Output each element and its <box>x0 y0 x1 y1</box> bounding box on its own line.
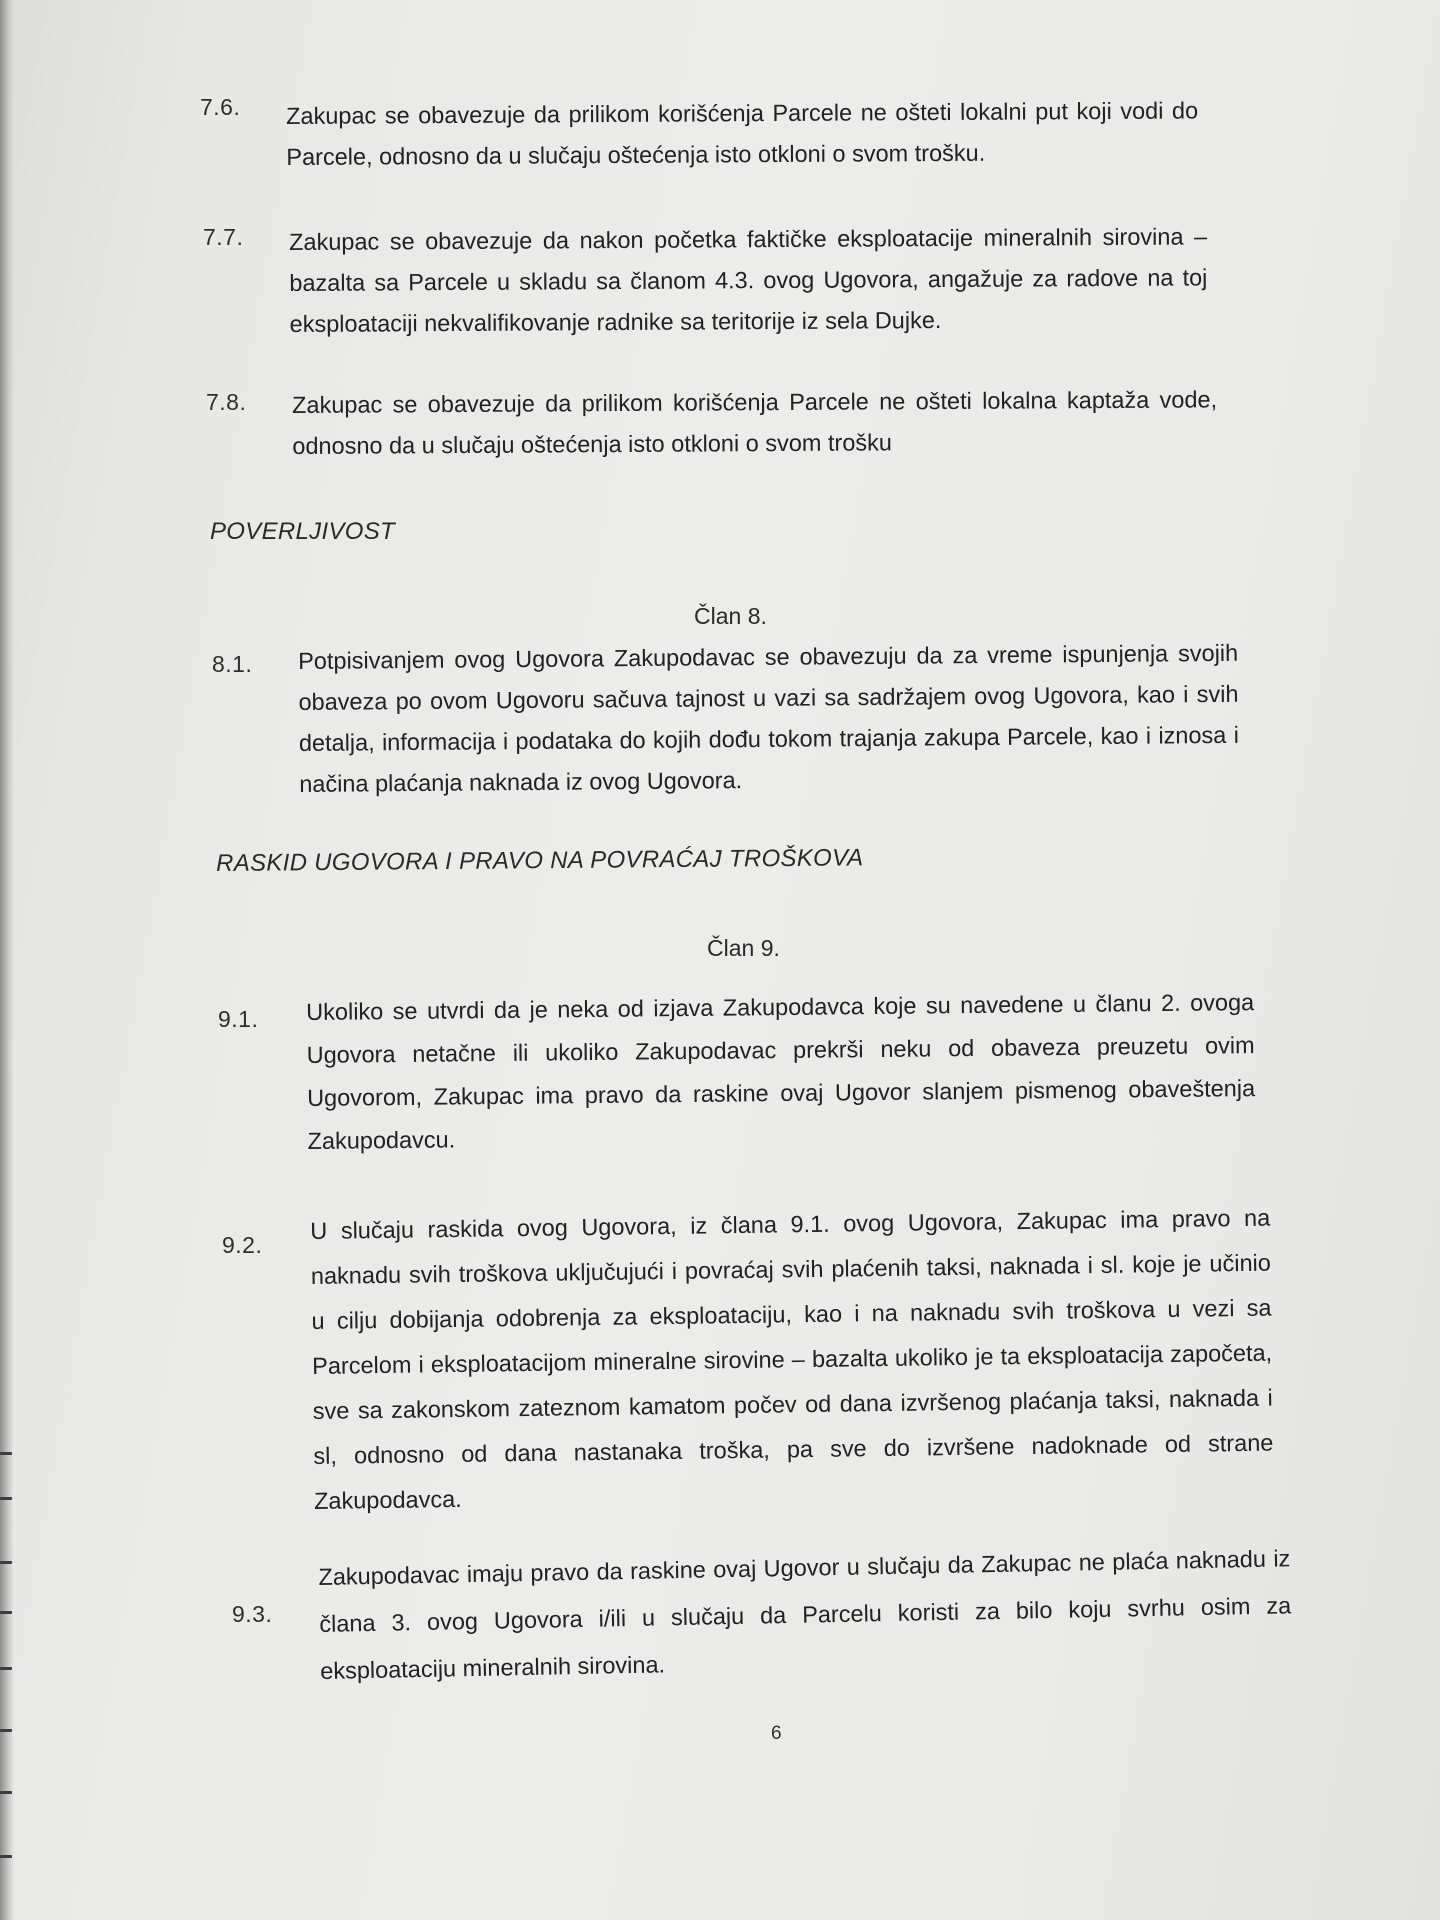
binder-mark <box>0 1729 12 1732</box>
clause-text: Ukoliko se utvrdi da je neka od izjava Zakupodavca koje su navedene u članu 2. ovoga Ugovora netačne ili ukoliko Zakupodavac prekrši neku od obaveza preuzetu ovim Ugovorom, Zakupac ima pravo da raskine ovaj Ugovor slanjem pismenog obaveštenja Zakupodavcu. <box>306 989 1256 1154</box>
page-edge-shadow <box>0 0 14 1920</box>
section-heading: POVERLJIVOST <box>210 518 395 545</box>
section-heading: RASKID UGOVORA I PRAVO NA POVRAĆAJ TROŠKOVA <box>216 844 864 877</box>
clause-number: 7.6. <box>200 94 241 120</box>
clause-number: 7.7. <box>203 224 244 250</box>
article-title: Član 9. <box>707 935 780 961</box>
binder-mark <box>0 1497 12 1500</box>
binder-mark <box>0 1611 12 1614</box>
clause-text: Potpisivanjem ovog Ugovora Zakupodavac se obavezuju da za vreme ispunjenja svojih obaveza po ovom Ugovoru sačuva tajnost u vazi sa sadržajem ovog Ugovora, kao i svih detalja, informacija i podataka do kojih dođu tokom trajanja zakupa Parcele, kao i iznosa i načina plaćanja naknada iz ovog Ugovora. <box>298 639 1239 797</box>
clause-text: U slučaju raskida ovog Ugovora, iz člana 9.1. ovog Ugovora, Zakupac ima pravo na naknadu svih troškova uključujući i povraćaj svih plaćenih taksi, naknada i sl. koje je učinio u cilju dobijanja odobrenja za eksploataciju, kao i na naknadu svih troškova u vezi sa Parcelom i eksploatacijom mineralne sirovine – bazalta ukoliko je ta eksploatacija započeta, sve sa zakonskom zateznom kamatom počev od dana izvršenog plaćanja taksi, naknada i sl, odnosno od dana nastanaka troška, pa sve do izvršene nadoknade od strane Zakupodavca. <box>310 1204 1274 1514</box>
clause-text: Zakupac se obavezuje da nakon početka faktičke eksploatacije mineralnih sirovina – bazalta sa Parcele u skladu sa članom 4.3. ovog Ugovora, angažuje za radove na toj eksploataciji nekvalifikovanje radnike sa teritorije iz sela Dujke. <box>289 223 1208 337</box>
clause-number: 9.1. <box>218 1006 259 1032</box>
clause-text: Zakupodavac imaju pravo da raskine ovaj Ugovor u slučaju da Zakupac ne plaća naknadu iz člana 3. ovog Ugovora i/ili u slučaju da Parcelu koristi za bilo koju svrhu osim za eksploataciju mineralnih sirovina. <box>318 1545 1292 1684</box>
binder-mark <box>0 1667 12 1670</box>
clause-number: 8.1. <box>212 651 253 677</box>
binder-mark <box>0 1452 12 1455</box>
clause-text: Zakupac se obavezuje da prilikom korišćenja Parcele ne ošteti lokalni put koji vodi do Parcele, odnosno da u slučaju oštećenja isto otkloni o svom trošku. <box>286 97 1199 170</box>
clause-number: 9.2. <box>222 1232 263 1258</box>
clause-number: 9.3. <box>232 1601 273 1627</box>
clause-number: 7.8. <box>206 389 247 415</box>
binder-mark <box>0 1791 12 1794</box>
binder-mark <box>0 1561 12 1564</box>
page-number: 6 <box>771 1723 782 1744</box>
article-title: Član 8. <box>694 603 767 629</box>
clause-text: Zakupac se obavezuje da prilikom korišćenja Parcele ne ošteti lokalna kaptaža vode, odnosno da u slučaju oštećenja isto otkloni o svom trošku <box>292 386 1218 459</box>
binder-mark <box>0 1855 12 1858</box>
